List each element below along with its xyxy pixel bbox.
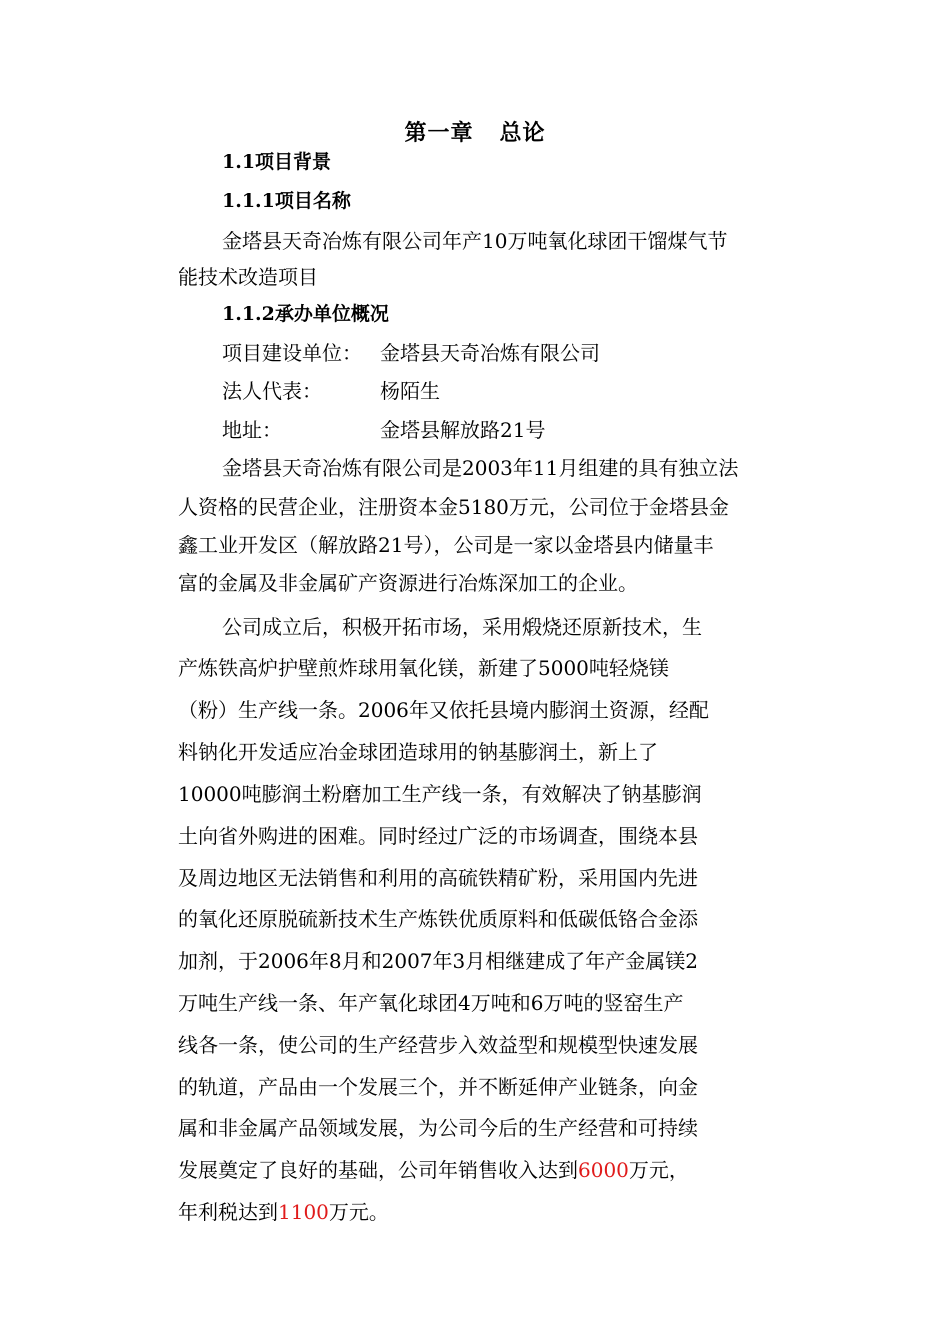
heading-unit-overview: 1.1.2承办单位概况 [222, 303, 389, 325]
paragraph2-line: 线各一条，使公司的生产经营步入效益型和规模型快速发展 [178, 1033, 698, 1057]
legal-rep-value: 杨陌生 [380, 379, 440, 403]
paragraph2-line: （粉）生产线一条。2006年又依托县境内膨润土资源，经配 [178, 698, 709, 722]
profit-tax-text-prefix: 年利税达到 [178, 1200, 278, 1224]
paragraph2-line: 10000吨膨润土粉磨加工生产线一条，有效解决了钠基膨润 [178, 782, 702, 806]
project-name-line: 能技术改造项目 [178, 265, 318, 289]
chapter-name: 总论 [499, 120, 546, 146]
paragraph2-line: 产炼铁高炉护壁煎炸球用氧化镁，新建了5000吨轻烧镁 [178, 656, 669, 680]
paragraph2-line: 及周边地区无法销售和利用的高硫铁精矿粉，采用国内先进 [178, 866, 698, 890]
project-name-line: 金塔县天奇冶炼有限公司年产10万吨氧化球团干馏煤气节 [222, 229, 728, 253]
unit-label: 项目建设单位： [222, 341, 362, 365]
chapter-title [0, 116, 950, 147]
paragraph2-line: 料钠化开发适应冶金球团造球用的钠基膨润土，新上了 [178, 740, 658, 764]
paragraph2-line: 属和非金属产品领域发展，为公司今后的生产经营和可持续 [178, 1116, 698, 1140]
paragraph2-line [178, 1154, 689, 1183]
paragraph2-line: 加剂，于2006年8月和2007年3月相继建成了年产金属镁2 [178, 949, 698, 973]
paragraph2-line: 的氧化还原脱硫新技术生产炼铁优质原料和低碳低铬合金添 [178, 907, 698, 931]
legal-rep-label: 法人代表： [222, 379, 322, 403]
profit-tax-value: 1100 [278, 1200, 329, 1224]
paragraph1-line: 鑫工业开发区（解放路21号），公司是一家以金塔县内储量丰 [178, 533, 714, 557]
address-label: 地址： [222, 418, 282, 442]
paragraph1-line: 富的金属及非金属矿产资源进行冶炼深加工的企业。 [178, 571, 638, 595]
profit-tax-text-suffix: 万元。 [328, 1200, 389, 1224]
heading-project-background: 1.1项目背景 [222, 151, 332, 173]
paragraph1-line: 人资格的民营企业，注册资本金5180万元，公司位于金塔县金 [178, 495, 729, 519]
paragraph1-line: 金塔县天奇冶炼有限公司是2003年11月组建的具有独立法 [222, 456, 739, 480]
heading-project-name: 1.1.1项目名称 [222, 190, 351, 212]
address-value: 金塔县解放路21号 [380, 418, 546, 442]
paragraph2-line [178, 1196, 389, 1225]
revenue-text-prefix: 发展奠定了良好的基础，公司年销售收入达到 [178, 1158, 578, 1182]
paragraph2-line: 土向省外购进的困难。同时经过广泛的市场调查，围绕本县 [178, 824, 698, 848]
unit-value: 金塔县天奇冶炼有限公司 [380, 341, 600, 365]
revenue-value: 6000 [578, 1158, 629, 1182]
chapter-number: 第一章 [404, 120, 474, 146]
paragraph2-line: 公司成立后，积极开拓市场，采用煅烧还原新技术，生 [222, 615, 702, 639]
paragraph2-line: 万吨生产线一条、年产氧化球团4万吨和6万吨的竖窑生产 [178, 991, 684, 1015]
revenue-text-suffix: 万元， [628, 1158, 689, 1182]
paragraph2-line: 的轨道，产品由一个发展三个，并不断延伸产业链条，向金 [178, 1075, 698, 1099]
